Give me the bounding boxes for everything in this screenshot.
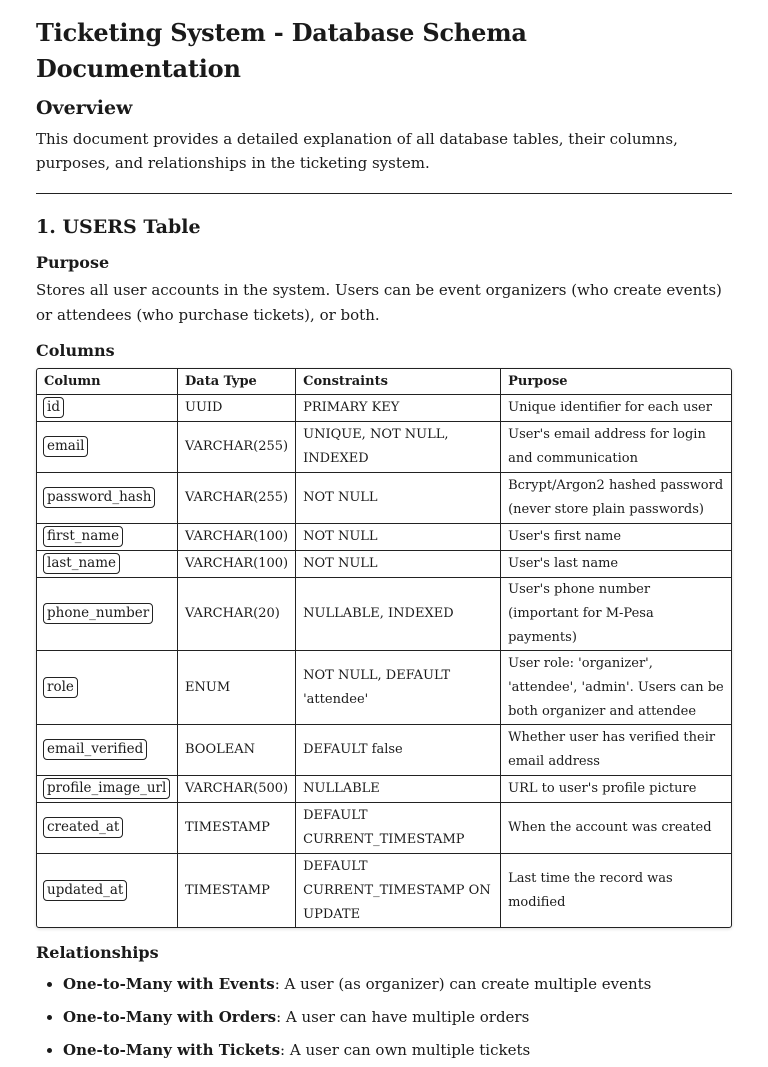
purpose-cell: User's last name bbox=[501, 551, 731, 578]
column-name: created_at bbox=[43, 817, 123, 838]
purpose-text: Stores all user accounts in the system. Users can be event organizers (who create events) or attendees (who purchase tickets), or both. bbox=[36, 281, 722, 324]
constraints-cell: UNIQUE, NOT NULL, INDEXED bbox=[296, 422, 501, 473]
purpose-cell: Last time the record was modified bbox=[508, 870, 673, 910]
constraints-cell: PRIMARY KEY bbox=[296, 395, 501, 422]
data-type-cell: TIMESTAMP bbox=[178, 854, 296, 927]
data-type-cell: BOOLEAN bbox=[178, 725, 296, 776]
data-type-cell: UUID bbox=[178, 395, 296, 422]
data-type-cell: TIMESTAMP bbox=[178, 803, 296, 854]
data-type-cell: VARCHAR(100) bbox=[178, 551, 296, 578]
table-row bbox=[37, 524, 731, 551]
header-purpose: Purpose bbox=[501, 369, 731, 395]
purpose-cell: User's phone number (important for M-Pesa payments) bbox=[501, 578, 731, 651]
purpose-cell: URL to user's profile picture bbox=[501, 776, 731, 803]
table-header-row bbox=[37, 369, 731, 395]
relationship-title: One-to-Many with Events bbox=[63, 975, 275, 993]
column-name: password_hash bbox=[43, 487, 155, 508]
constraints-cell: NOT NULL, DEFAULT 'attendee' bbox=[296, 651, 501, 725]
constraints-cell: DEFAULT CURRENT_TIMESTAMP ON UPDATE bbox=[296, 854, 501, 927]
purpose-cell: When the account was created bbox=[501, 803, 731, 854]
column-name: phone_number bbox=[43, 603, 153, 624]
column-name: first_name bbox=[43, 526, 123, 547]
column-name: updated_at bbox=[43, 880, 127, 901]
table-row bbox=[37, 422, 731, 473]
list-item bbox=[63, 1001, 732, 1034]
purpose-cell: Unique identifier for each user bbox=[501, 395, 731, 422]
purpose-cell: User's email address for login and communication bbox=[501, 422, 731, 473]
data-type-cell: ENUM bbox=[178, 651, 296, 725]
table-row bbox=[37, 395, 731, 422]
constraints-cell: DEFAULT CURRENT_TIMESTAMP bbox=[296, 803, 501, 854]
relationship-title: One-to-Many with Tickets bbox=[63, 1041, 281, 1059]
table-row bbox=[37, 725, 731, 776]
data-type-cell: VARCHAR(100) bbox=[178, 524, 296, 551]
table-row bbox=[37, 854, 731, 927]
page-title: Ticketing System - Database Schema Documentation bbox=[36, 18, 527, 83]
table-row bbox=[37, 803, 731, 854]
overview-text: This document provides a detailed explanation of all database tables, their columns, purposes, and relationships in the ticketing system. bbox=[36, 130, 678, 172]
column-name: email bbox=[43, 436, 88, 457]
column-name: last_name bbox=[43, 553, 120, 574]
list-item bbox=[63, 968, 732, 1001]
column-name: profile_image_url bbox=[43, 778, 170, 799]
relationship-text: : A user can own multiple tickets bbox=[280, 1041, 531, 1059]
header-column: Column bbox=[37, 369, 178, 395]
table-row bbox=[37, 473, 731, 524]
users-columns-table bbox=[36, 368, 732, 928]
constraints-cell: NOT NULL bbox=[296, 473, 501, 524]
overview-heading: Overview bbox=[36, 97, 133, 119]
purpose-cell: Bcrypt/Argon2 hashed password (never store plain passwords) bbox=[501, 473, 731, 524]
table-row bbox=[37, 551, 731, 578]
users-table-heading: 1. USERS Table bbox=[36, 216, 201, 238]
purpose-cell: User role: 'organizer', 'attendee', 'admin'. Users can be both organizer and attendee bbox=[501, 651, 731, 725]
column-name: email_verified bbox=[43, 739, 147, 760]
constraints-cell: DEFAULT false bbox=[296, 725, 501, 776]
data-type-cell: VARCHAR(500) bbox=[178, 776, 296, 803]
column-name: id bbox=[43, 397, 64, 418]
relationship-title: One-to-Many with Orders bbox=[63, 1008, 277, 1026]
table-row bbox=[37, 651, 731, 725]
relationships-heading: Relationships bbox=[36, 943, 159, 962]
constraints-cell: NOT NULL bbox=[296, 524, 501, 551]
list-item bbox=[63, 1034, 732, 1067]
purpose-heading: Purpose bbox=[36, 253, 110, 272]
divider bbox=[36, 193, 732, 194]
constraints-cell: NOT NULL bbox=[296, 551, 501, 578]
data-type-cell: VARCHAR(255) bbox=[178, 473, 296, 524]
header-constraints: Constraints bbox=[296, 369, 501, 395]
columns-heading: Columns bbox=[36, 341, 115, 360]
data-type-cell: VARCHAR(255) bbox=[178, 422, 296, 473]
data-type-cell: VARCHAR(20) bbox=[178, 578, 296, 651]
relationship-text: : A user can have multiple orders bbox=[276, 1008, 530, 1026]
relationship-text: : A user (as organizer) can create multiple events bbox=[274, 975, 652, 993]
constraints-cell: NULLABLE bbox=[296, 776, 501, 803]
column-name: role bbox=[43, 677, 78, 698]
table-row bbox=[37, 776, 731, 803]
header-data-type: Data Type bbox=[178, 369, 296, 395]
constraints-cell: NULLABLE, INDEXED bbox=[296, 578, 501, 651]
table-row bbox=[37, 578, 731, 651]
purpose-cell: User's first name bbox=[501, 524, 731, 551]
purpose-cell: Whether user has verified their email address bbox=[501, 725, 731, 776]
relationships-list bbox=[36, 968, 732, 1067]
